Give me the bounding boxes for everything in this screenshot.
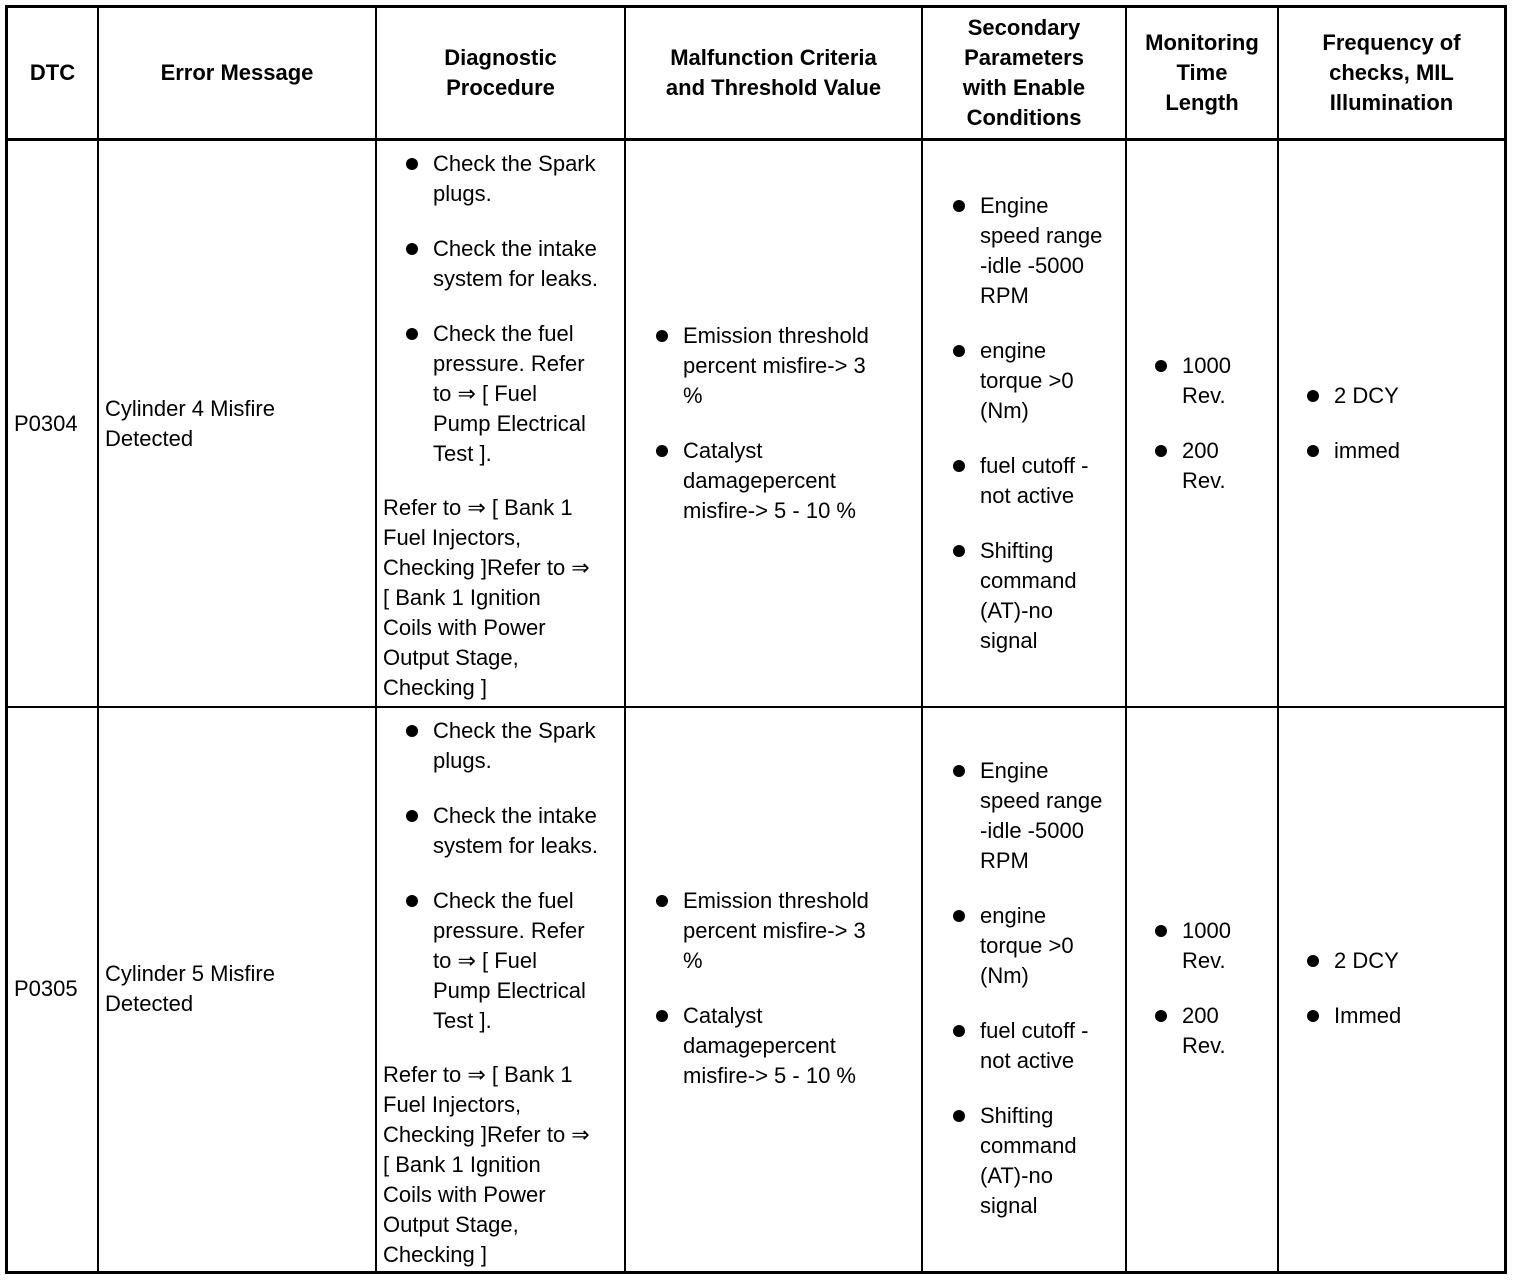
text-line: RPM — [980, 848, 1029, 873]
text-line: Rev. — [1182, 1033, 1226, 1058]
header-error-message-label: Error Message — [160, 60, 314, 85]
frequency — [1334, 946, 1504, 1031]
procedure-steps — [383, 149, 624, 469]
text-line: Check the fuel — [433, 321, 574, 346]
frequency-item — [1334, 436, 1504, 466]
text-line: Rev. — [1182, 383, 1226, 408]
text-line: Shifting — [980, 538, 1054, 563]
enable-condition-item — [980, 1101, 1125, 1221]
text-line: % — [683, 383, 703, 408]
text-line: plugs. — [433, 181, 492, 206]
procedure-refer — [383, 1060, 624, 1270]
procedure-steps — [383, 716, 624, 1036]
text-line: not active — [980, 483, 1075, 508]
cell-malfunction-criteria — [683, 141, 921, 706]
cell-diagnostic-procedure — [383, 716, 624, 1269]
text-line: Test ]. — [433, 1008, 492, 1033]
procedure-step-item — [433, 149, 624, 209]
criteria-item — [683, 436, 921, 526]
text-line: (AT)-no — [980, 1163, 1053, 1188]
text-line: % — [683, 948, 703, 973]
text-line: pressure. Refer — [433, 351, 585, 376]
text-line: to ⇒ [ Fuel — [433, 381, 538, 406]
procedure-step-item — [433, 886, 624, 1036]
text-line: 1000 — [1182, 918, 1231, 943]
header-line: Parameters — [964, 45, 1084, 70]
cell-monitoring-time — [1182, 708, 1277, 1269]
enable-condition — [980, 756, 1125, 1221]
header-dtc-label: DTC — [29, 60, 76, 85]
cell-frequency — [1334, 708, 1504, 1269]
header-monitoring-time — [1127, 8, 1277, 138]
text-line: torque >0 — [980, 368, 1074, 393]
cell-error-message — [105, 141, 375, 706]
text-line: Checking ]Refer to ⇒ — [383, 1122, 590, 1147]
text-line: Emission threshold — [683, 888, 869, 913]
text-line: Coils with Power — [383, 1182, 546, 1207]
frequency — [1334, 381, 1504, 466]
text-line: Test ]. — [433, 441, 492, 466]
text-line: damagepercent — [683, 468, 836, 493]
text-line: 2 DCY — [1334, 948, 1399, 973]
procedure-step-item — [433, 319, 624, 469]
text-line: 200 — [1182, 1003, 1219, 1028]
dtc-code: P0304 — [14, 410, 78, 436]
text-line: Engine — [980, 193, 1049, 218]
cell-diagnostic-procedure — [383, 149, 624, 706]
text-line: Catalyst — [683, 438, 763, 463]
text-line: Pump Electrical — [433, 978, 586, 1003]
header-line: with Enable — [962, 75, 1086, 100]
text-line: command — [980, 1133, 1077, 1158]
monitoring-item — [1182, 436, 1277, 496]
text-line: engine — [980, 903, 1047, 928]
text-line: Checking ] — [383, 1242, 487, 1267]
header-line: checks, MIL — [1329, 60, 1454, 85]
enable-condition-item — [980, 1016, 1125, 1076]
text-line: engine — [980, 338, 1047, 363]
text-line: 1000 — [1182, 353, 1231, 378]
enable-condition-item — [980, 451, 1125, 511]
criteria-item — [683, 1001, 921, 1091]
cell-error-message — [105, 708, 375, 1269]
column-divider — [97, 8, 99, 1271]
procedure-step — [433, 149, 624, 469]
column-divider — [375, 8, 377, 1271]
column-divider — [921, 8, 923, 1271]
text-line: Rev. — [1182, 468, 1226, 493]
dtc-code: P0305 — [14, 975, 78, 1001]
frequency-item — [1334, 1001, 1504, 1031]
text-line: (Nm) — [980, 963, 1029, 988]
frequency-item — [1334, 381, 1504, 411]
monitoring-item — [1182, 1001, 1277, 1061]
cell-secondary-parameters — [980, 708, 1125, 1269]
text-line: Emission threshold — [683, 323, 869, 348]
frequency-item — [1334, 946, 1504, 976]
text-line: Pump Electrical — [433, 411, 586, 436]
header-line: Length — [1165, 90, 1239, 115]
cell-secondary-parameters — [980, 141, 1125, 706]
criteria — [683, 321, 921, 526]
text-line: Detected — [105, 425, 194, 451]
text-line: fuel cutoff - — [980, 1018, 1089, 1043]
text-line: percent misfire-> 3 — [683, 918, 866, 943]
header-malfunction-criteria — [626, 8, 921, 138]
header-secondary-parameters — [923, 8, 1125, 138]
text-line: Fuel Injectors, — [383, 1092, 522, 1117]
header-line: Monitoring — [1145, 30, 1259, 55]
monitoring — [1182, 916, 1277, 1061]
enable-condition-item — [980, 536, 1125, 656]
procedure-refer — [383, 493, 624, 703]
text-line: Cylinder 5 Misfire — [105, 960, 275, 986]
cell-dtc — [14, 708, 97, 1269]
text-line: Checking ]Refer to ⇒ — [383, 555, 590, 580]
text-line: misfire-> 5 - 10 % — [683, 1063, 856, 1088]
header-error-message — [99, 8, 375, 138]
text-line: command — [980, 568, 1077, 593]
text-line: Catalyst — [683, 1003, 763, 1028]
header-line: Malfunction Criteria — [670, 45, 877, 70]
cell-monitoring-time — [1182, 141, 1277, 706]
column-divider — [1125, 8, 1127, 1271]
text-line: Check the fuel — [433, 888, 574, 913]
text-line: Output Stage, — [383, 645, 519, 670]
text-line: Cylinder 4 Misfire — [105, 395, 275, 421]
text-line: Refer to ⇒ [ Bank 1 — [383, 495, 573, 520]
header-line: Procedure — [446, 75, 555, 100]
procedure-step — [433, 716, 624, 1036]
text-line: misfire-> 5 - 10 % — [683, 498, 856, 523]
text-line: Immed — [1334, 1003, 1402, 1028]
text-line: system for leaks. — [433, 266, 599, 291]
procedure-step-item — [433, 234, 624, 294]
text-line: Output Stage, — [383, 1212, 519, 1237]
header-line: Conditions — [966, 105, 1082, 130]
monitoring-item — [1182, 351, 1277, 411]
text-line: Detected — [105, 990, 194, 1016]
enable-condition-item — [980, 756, 1125, 876]
text-line: speed range — [980, 788, 1103, 813]
text-line: Fuel Injectors, — [383, 525, 522, 550]
procedure-step-item — [433, 716, 624, 776]
text-line: damagepercent — [683, 1033, 836, 1058]
text-line: Check the intake — [433, 236, 597, 261]
enable-condition-item — [980, 336, 1125, 426]
text-line: Engine — [980, 758, 1049, 783]
header-dtc — [8, 8, 97, 138]
procedure-step-item — [433, 801, 624, 861]
criteria — [683, 886, 921, 1091]
text-line: to ⇒ [ Fuel — [433, 948, 538, 973]
header-line: Illumination — [1329, 90, 1454, 115]
text-line: Refer to ⇒ [ Bank 1 — [383, 1062, 573, 1087]
text-line: [ Bank 1 Ignition — [383, 1152, 541, 1177]
text-line: not active — [980, 1048, 1075, 1073]
text-line: system for leaks. — [433, 833, 599, 858]
criteria-item — [683, 321, 921, 411]
text-line: Shifting — [980, 1103, 1054, 1128]
header-line: Time — [1176, 60, 1228, 85]
header-line: Diagnostic — [444, 45, 557, 70]
text-line: Check the Spark — [433, 718, 596, 743]
text-line: signal — [980, 1193, 1038, 1218]
cell-malfunction-criteria — [683, 708, 921, 1269]
text-line: immed — [1334, 438, 1401, 463]
monitoring-item — [1182, 916, 1277, 976]
text-line: (Nm) — [980, 398, 1029, 423]
criteria-item — [683, 886, 921, 976]
header-line: Frequency of — [1322, 30, 1461, 55]
header-diagnostic-procedure — [377, 8, 624, 138]
text-line: Checking ] — [383, 675, 487, 700]
enable-condition-item — [980, 191, 1125, 311]
text-line: -idle -5000 — [980, 818, 1084, 843]
text-line: percent misfire-> 3 — [683, 353, 866, 378]
monitoring — [1182, 351, 1277, 496]
header-line: and Threshold Value — [665, 75, 882, 100]
column-divider — [1277, 8, 1279, 1271]
dtc-table — [5, 5, 1507, 1274]
cell-dtc — [14, 141, 97, 706]
text-line: signal — [980, 628, 1038, 653]
text-line: plugs. — [433, 748, 492, 773]
text-line: Check the Spark — [433, 151, 596, 176]
text-line: Check the intake — [433, 803, 597, 828]
text-line: speed range — [980, 223, 1103, 248]
text-line: 200 — [1182, 438, 1219, 463]
text-line: -idle -5000 — [980, 253, 1084, 278]
text-line: fuel cutoff - — [980, 453, 1089, 478]
text-line: RPM — [980, 283, 1029, 308]
text-line: torque >0 — [980, 933, 1074, 958]
text-line: pressure. Refer — [433, 918, 585, 943]
text-line: 2 DCY — [1334, 383, 1399, 408]
text-line: [ Bank 1 Ignition — [383, 585, 541, 610]
header-frequency — [1279, 8, 1504, 138]
enable-condition — [980, 191, 1125, 656]
cell-frequency — [1334, 141, 1504, 706]
text-line: Rev. — [1182, 948, 1226, 973]
column-divider — [624, 8, 626, 1271]
text-line: (AT)-no — [980, 598, 1053, 623]
header-line: Secondary — [967, 15, 1081, 40]
enable-condition-item — [980, 901, 1125, 991]
text-line: Coils with Power — [383, 615, 546, 640]
